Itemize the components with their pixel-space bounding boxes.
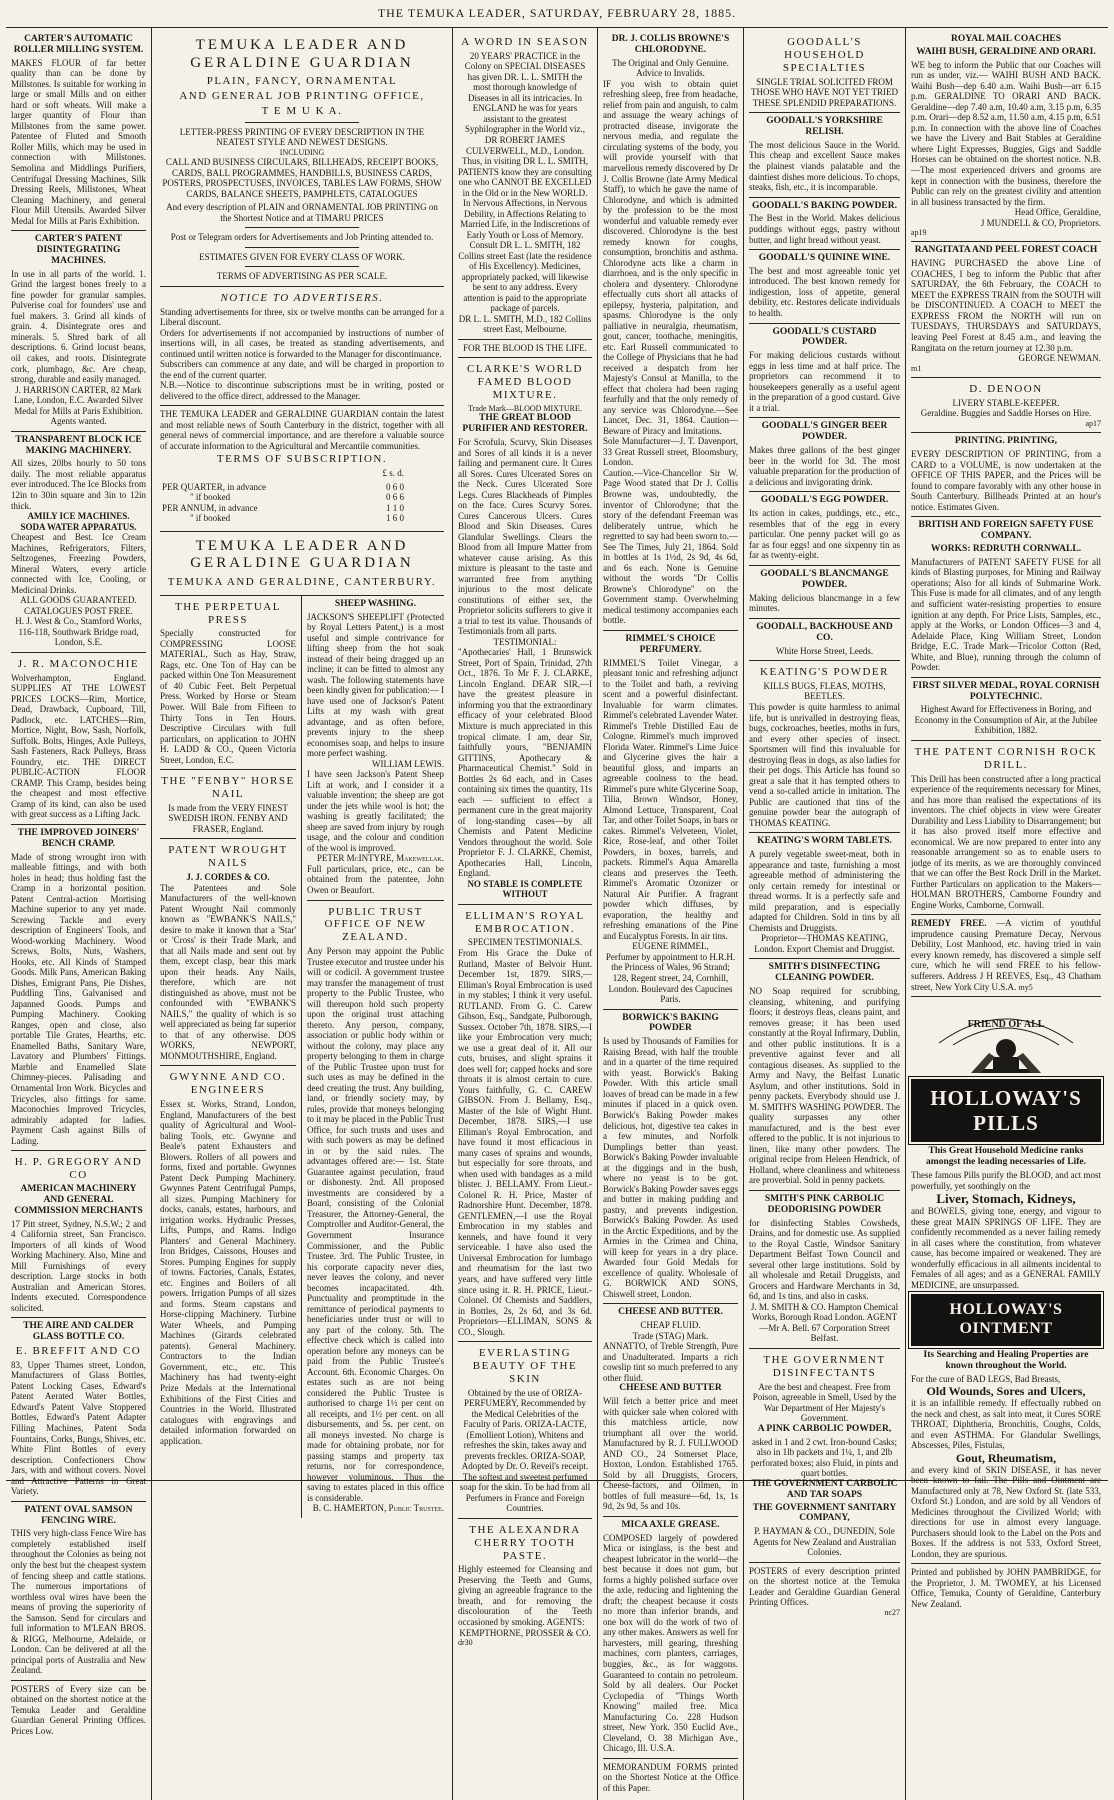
ad-signature: H. J. West & Co., Stamford Works, 116-118, Southwark Bridge road, London, S.E. <box>15 616 142 648</box>
ad-smith-cleaning <box>749 959 900 1191</box>
subscription-terms <box>160 406 444 532</box>
divider <box>245 122 359 123</box>
ad-body: Specially constructed for COMPRESSING LOOSE MATERIAL, Such as Hay, Straw, Rags, etc. One Ton of Hay can be packed within One Ton Measurement of 40 Cubic Feet. Belt Perpetual Press. Worked by Horse or Steam Power. Will Bale from Fifteen to Thirty Tons in Ten Hours. Descriptive Circulars with full particulars, on application to JOHN H. LADD & CO., Queen Victoria Street, London, E.C. <box>160 628 296 765</box>
masthead-title: THE TEMUKA LEADER, SATURDAY, FEBRUARY 28, 1885. <box>377 6 737 20</box>
ad-body: and BOWELS, giving tone, energy, and vigour to these great MAIN SPRINGS OF LIFE. They are confidently recommended as a never failing remedy in all cases where the constitution, from whatever cause, has become impaired or weakened. They are wonderfully efficacious in all ailments incidental to Females of all ages; and as a GENERAL FAMILY MEDICINE, are unsurpassed. <box>911 1206 1101 1290</box>
ad-heading: RANGITATA AND PEEL FOREST COACH <box>914 245 1098 256</box>
ad-heading: A WORD IN SEASON <box>461 36 589 48</box>
ad-posters-2 <box>749 1563 900 1621</box>
ad-heading: KEATING'S WORM TABLETS. <box>757 836 892 847</box>
ad-signature: EUGENE RIMMEL, <box>632 941 709 952</box>
ad-body: Full particulars, price, etc., can be obtained from the patentee, John Owen or Beaufort. <box>307 863 444 895</box>
ad-body: 17 Pitt street, Sydney, N.S.W.; 2 and 4 California street, San Francisco. Importers of all kinds of Wood Working Machinery. Also, Mine and Mill Furnishings of every description. Large stocks in both Australian and American Stores. Indents executed. Correspondence solicited. <box>11 1218 146 1313</box>
ad-heading: THE "FENBY" HORSE NAIL <box>161 775 295 800</box>
ad-heading: ROYAL MAIL COACHES <box>951 34 1061 44</box>
notice-to-advertisers <box>160 287 444 407</box>
ad-subheading: LIVERY STABLE-KEEPER. <box>952 397 1060 408</box>
divider <box>245 247 359 248</box>
column-1 <box>6 28 152 1800</box>
ad-rangitata-coach <box>911 242 1101 377</box>
ad-heading: BRITISH AND FOREIGN SAFETY FUSE COMPANY. <box>918 520 1094 542</box>
ad-body: HAVING PURCHASED the above Line of COACHES, I beg to inform the Public that after SATURDAY, the 6th February, the COACH to MEET the EXPRESS TRAIN from the SOUTH will be DISCONTINUED. A COACH to MEET the EXPRESS FROM the NORTH will run on TUESDAYS, THURSDAYS and SATURDAYS, leaving Peel Forest at 8.45 a.m., and leaving the Rangitata on the return journey at 12.30 p.m. <box>911 258 1101 353</box>
ad-subheading: NO STABLE IS COMPLETE WITHOUT <box>467 878 583 900</box>
column-6 <box>906 28 1106 1800</box>
ad-job-printing <box>160 31 444 287</box>
ad-body: This Drill has been constructed after a long practical experience of the requirements necessary for Mines, and has more than realised the expectations of its inventors. The chief objects in view were Greater Durability and Less Liability to Disarrangement; but it has also proved itself more effective and economical. We are now prepared to enter into any reasonable arrangement so as to enable users to judge of its merits, as we are thoroughly convinced that we can offer the Best Rock Drill in the Market. Further Particulars on application to the Makers—HOLMAN BROTHERS, Camborne Foundry and Engine Works, Camborne, Cornwall. <box>911 773 1101 910</box>
ad-body: Manufacturers of PATENT SAFETY FUSE for all kinds of Blasting purposes, for Mining and Railway operations; Also for all kinds of Submarine Work. This Fuse is made for all climates, and of any length and sufficient water-resisting properties to ensure ignition at any depth. For Price Lists, Samples, etc., apply at the Works, or London Offices—3 and 4, Adelaide Place, King William Street, London Bridge, E.C. Trade Mark—Tricolor Cotton (Red, White, and Blue), running through the column of Powder. <box>911 556 1101 673</box>
ad-borwick <box>603 1010 738 1305</box>
ad-signature: Proprietor—THOMAS KEATING, London. Export Chemist and Druggist. <box>754 933 895 954</box>
ad-government-disinfectants <box>749 1349 900 1563</box>
ad-heading: PATENT OVAL SAMSON FENCING WIRE. <box>24 1504 133 1526</box>
ad-bench-cramp <box>11 825 146 1151</box>
ad-body: Is made from the VERY FINEST SWEDISH IRON. FENBY AND FRASER, England. <box>168 802 288 834</box>
ad-body: COMPOSED largely of powdered Mica or isinglass, is the best and cheapest lubricator in the world—the best because it does not gum, but forms a highly polished surface over the axle, reducing and lightening the draft; the cheapest because it costs no more than inferior brands, and one box will do the work of two of any other makes. Answers as well for harvesters, mill gearing, threshing machines, corn planters, carriages, buggies, &c., as for waggons. Guaranteed to contain no petroleum. Sold by all dealers. Our Pocket Cyclopedia of "Things Worth Knowing" mailed free. Mica Manufacturing Co. 228 Hudson street, New York. 350 Euclid Ave., Cleveland, O. 38 Michigan Ave., Chicago, Ill. U.S.A. <box>603 1532 738 1754</box>
ad-subheading: SPECIMEN TESTIMONIALS. <box>467 937 583 948</box>
ad-heading: GOODALL'S GINGER BEER POWDER. <box>761 421 888 443</box>
divider <box>245 266 359 267</box>
table-row <box>160 492 444 503</box>
ad-signature: B. C. HAMERTON, Public Trustee. <box>312 1503 444 1514</box>
ad-subheading: THE GOVERNMENT CARBOLIC AND TAR SOAPS <box>751 1478 898 1500</box>
ad-chlorodyne <box>603 31 738 631</box>
ad-body: Made of strong wrought iron with malleable fittings, and with both holes in head; thus holding fast the Cramp in a horizontal position. Patent Central-action Mortising Machine superior to any yet made. Screwing Tackle and every description of Engineers' Tools, and Wood-working Machinery. Wood Screws, Bolts, Nuts, Washers, Hooks, etc. All Kinds of Stamped Goods. Milk Pans, American Baking Dishes, Emigrant Pans, Pie Dishes, Puddling Tins, Galvanised and Japanned Goods. Pumps and Pumping Machinery. Cooking Ranges, open and close, also portable Tile Grates, Hearths, etc. Enamelled Baths, Sanitary Ware, Lavatory and Plumbers' Fittings. Marble and Enamelled Slate Chimney-pieces. Palisading and Ornamental Iron Work. Bicycles and Tricycles, also fittings for same. Maconochies Improved Tricycles, admirably adapted for ladies. Payment Cash against Bills of Lading. <box>11 851 146 1146</box>
trade-mark: Trade (STAG) Mark. <box>632 1330 709 1341</box>
ad-body: A purely vegetable sweet-meat, both in appearance and taste, furnishing a most agreeable method of administering the only certain remedy for intestinal or thread worms. It is a perfectly safe and mild preparation, and is especially adapted for Children. Sold in tins by all Chemists and Druggists. <box>749 849 900 933</box>
ad-body: Geraldine. Buggies and Saddle Horses on Hire. <box>920 408 1092 419</box>
ad-heading: THE PERPETUAL PRESS <box>175 600 281 626</box>
ad-body: And every description of PLAIN and ORNAMENTAL JOB PRINTING on the Shortest Notice and at TIMARU PRICES <box>166 202 438 223</box>
ad-goodall-baking <box>749 198 900 250</box>
table-row <box>160 503 444 514</box>
ad-heading: ELLIMAN'S ROYAL EMBROCATION. <box>465 909 585 935</box>
ad-body: MEMORANDUM FORMS printed on the Shortest Notice at the Office of this Paper. <box>603 1761 738 1793</box>
ad-body: RIMMEL'S Toilet Vinegar, a pleasant tonic and refreshing adjunct to the Toilet and bath, a reviving scent and a powerful disinfectant. Invaluable for warm climates. Rimmel's celebrated Lavender Water. Rimmel's Treble Distilled Eau de Cologne. Rimmel's much improved Florida Water. Rimmel's Lime Juice and Glycerine gives the hair a beautiful gloss, and imparts an agreeable coolness to the head. Rimmel's pure white Glycerine Soap, Tilia, Brown Windsor, Honey, Almond Lettuce, Transparent, Coal Tar, and other Toilet Soaps, in bars or cakes. Rimmel's Velveteen, Violet, Rice, Rose-leaf, and other Toilet Powders, in boxes, barrels, and packets. Rimmel's Aqua Amarella cleans and preserves the Teeth. Rimmel's Aromatic Ozonizer or Natural Air Purifier. A fragrant powder which diffuses, by evaporation, the healthy and refreshing emanations of the Pine and Eucalyptus Forests. In air tins. <box>603 657 738 941</box>
ad-keating-powder <box>749 661 900 833</box>
ad-heading: TRANSPARENT BLOCK ICE MAKING MACHINERY. <box>15 434 142 456</box>
masthead <box>6 6 1108 28</box>
ad-ref: nc27 <box>884 1607 900 1617</box>
column-2-split <box>160 596 444 1518</box>
ad-subheading: SODA WATER APPARATUS. <box>20 521 137 532</box>
ad-gwynne <box>160 1066 296 1450</box>
ad-body: The most delicious Sauce in the World. This cheap and excellent Sauce makes the plainest viands palatable and the daintiest dishes more delicious. To chops, steaks, fish, etc., it is incomparable. <box>749 139 900 193</box>
ad-goodall-egg <box>749 492 900 566</box>
ad-signature: PETER McINTYRE, Makewellak. <box>316 853 444 864</box>
holloway-ointment-banner: HOLLOWAY'S OINTMENT <box>911 1294 1101 1345</box>
ad-goodall-blancmange <box>749 566 900 619</box>
ad-body: THIS very high-class Fence Wire has completely established itself throughout the Colonies as being not only the best but the cheapest system of fencing sheep and cattle stations. The numerous importations of worthless oval wires have been the means of proving the superiority of the Samson. Send for circulars and full information to M'LEAN BROS. & RIGG, Melbourne, Adelaide, or London. Can be delivered at all the principal ports of Australia and New Zealand. <box>11 1528 146 1676</box>
ad-subheading: CHEESE AND BUTTER <box>619 1383 722 1394</box>
ad-body: I have seen Jackson's Patent Sheep Lift at work, and I consider it a valuable invention; the sheep are got under the jets while wool is hot; the washing is greatly facilitated; the sheep are saved from injury by rough usage, and the colour and condition of the wool is improved. <box>307 769 444 853</box>
ad-subheading: THE GREAT BLOOD PURIFIER AND RESTORER. <box>462 413 588 435</box>
ad-heading: SMITH'S DISINFECTING CLEANING POWDER. <box>768 962 881 984</box>
ad-body: Is used by Thousands of Families for Raising Bread, with half the trouble and in a quarter of the time required with yeast. Borwick's Baking Powder. With this article small loaves of bread can be made in a few minutes if placed in a quick oven. Borwick's Baking Powder makes delicious, hot, digestive tea cakes in a few minutes, and Norfolk Dumplings better than yeast. Borwick's Baking Powder invaluable at the diggings and in the bush, where no yeast is to be got. Borwick's Baking Powder saves eggs and butter in making pudding and pastry, and prevents indigestion. Borwick's Baking Powder. As used in the Arctic Expeditions, and by the Armies in the Crimea and China, will keep for years in a dry place. Awarded four Gold Medals for excellence of quality. Wholesale of G. BORWICK AND SONS, Chiswell street, London. <box>603 1036 738 1299</box>
ad-heading: CLARKE'S WORLD FAMED BLOOD MIXTURE. <box>467 363 583 402</box>
ad-body: NO Soap required for scrubbing, cleansing, whitening, and purifying floors; it destroys fleas, cleans paint, and removes grease; it has been used constantly at the Royal Infirmary, Dublin, and other public institutions. It is a preventive against fever and all contagious diseases. As supplied to the Army and Navy, the Belfast Lunatic Asylum, and other institutions. Sold in penny packets. Everybody should use J. M. SMITH'S WASHING POWDER. The quality surpasses any other manufactured, and is the best ever offered to the public. It is not injurious to linen, like many other powders. The original recipe from Heleen Hendrick, of Holland, where cleanliness and whiteness are proverbial. Sold in penny packets. <box>749 986 900 1186</box>
ad-subheading: CATALOGUES POST FREE. <box>24 605 133 616</box>
ad-elliman <box>458 905 592 1342</box>
ad-subheading: Its Searching and Healing Properties are known throughout the World. <box>923 1349 1089 1371</box>
ad-royal-mail <box>911 31 1101 242</box>
ad-goodall-ginger <box>749 418 900 492</box>
ad-body: For the cure of BAD LEGS, Bad Breasts, <box>911 1373 1061 1384</box>
page-columns <box>6 28 1108 1793</box>
ad-signature: J. HARRISON CARTER, 82 Mark Lane, London, E.C. Awarded Silver Medal for Mills at Paris Exhibition. Agents wanted. <box>14 384 143 427</box>
ad-heading: PUBLIC TRUST OFFICE OF NEW ZEALAND. <box>324 905 427 944</box>
ad-body: For making delicious custards without eggs in less time and at half price. The proprietors can recommend it to housekeepers generally as a useful agent in the preparation of a good custard. Give it a trial. <box>749 350 900 413</box>
holloway-pills-banner: HOLLOWAY'S PILLS <box>911 1079 1101 1142</box>
ad-goodall-relish <box>749 113 900 197</box>
ad-text: —A victim of youthful imprudence causing Premature Decay, Nervous Debility, Lost Manhood, etc. having tried in vain every known remedy, has discovered a simple self cure, which he will send FREE to his fellow-sufferers. Address J H REEVES, Esq., 43 Chatham street, New York City U.S.A. <box>911 918 1102 992</box>
ad-body: Are the best and cheapest. Free from Poison, agreeable in Smell, Used by the War Department of Her Majesty's Government. <box>752 1381 897 1424</box>
ad-signature: J MUNDELL & CO, Proprietors. <box>980 217 1101 228</box>
ad-posters <box>11 1681 146 1741</box>
ad-ref: ap17 <box>1085 418 1101 428</box>
ad-signature: KEMPTHORNE, PROSSER & CO. <box>459 1627 591 1638</box>
britannia-emblem-icon <box>931 1003 1081 1075</box>
ad-body: ANNATTO, of Treble Strength, Pure and Unadulterated. Imparts a rich cowslip tint so much preferred to any other fluid. <box>603 1341 738 1383</box>
ad-body: From His Grace the Duke of Rutland, Master of Belvoir Hunt. December 1st, 1879. SIRS,—Elliman's Royal Embrocation is used in my stables; I think it very useful. RUTLAND. From G. C. Carew Gibson, Esq., Sandgate, Pulborough, Sussex. October 7th, 1878. SIRS,—I like your Embrocation very much; we use a great deal of it. All our cuts, bruises, and slight sprains it does well for; capped hocks and sore throats it is almost certain to cure. Yours faithfully, G. C. CAREW GIBSON. From J. Bellamy, Esq., Master of the Isle of Wight Hunt. December, 1878. SIRS,—I use Elliman's Royal Embrocation, and have found it most efficacious in many cases of sprains and wounds, but especially for sore throats, and when used with bandages as a mild blister. J. BELLAMY. From Lieut.-Colonel R. H. Price, Master of Radnorshire Hunt. December, 1878. GENTLEMEN,—I use the Royal Embrocation in my stables and kennels, and have found it very serviceable. I have also used the Universal Embrocation for lumbago and rheumatism for the last two years, and have suffered very little since using it. R. H. PRICE, Lieut.-Colonel. Of Chemists and Saddlers, in Bottles, 2s, 2s 6d, and 3s 6d. Proprietors—ELLIMAN, SONS & CO., Slough. <box>458 948 592 1337</box>
column-2-left <box>160 596 302 1518</box>
ad-subheading: WORKS: REDRUTH CORNWALL. <box>930 544 1082 554</box>
trade-mark: Trade Mark—BLOOD MIXTURE. <box>468 403 582 413</box>
ad-body: Standing advertisements for three, six or twelve months can be arranged for a Liberal discount. <box>160 306 444 328</box>
ad-body: Making delicious blancmange in a few minutes. <box>749 592 900 614</box>
ad-body: Orders for advertisements if not accompanied by instructions of number of insertions will, in all cases, be treated as standing advertisements, and continued until written notice is forwarded to the Manager for discontinuance. <box>160 327 444 359</box>
ad-subheading: This Great Household Medicine ranks amongst the leading necessaries of Life. <box>926 1146 1086 1168</box>
ad-body: Wolverhampton, England. SUPPLIES AT THE LOWEST PRICES LOCKS—Rim, Mortice, Dead, Drawback, Cupboard, Till, Padlock, etc. LATCHES—Rim, Mortice, Night, Bow, Sash, Norfolk, Suffolk. Bolts, Hinges, Axle Pulleys, Sash Fasteners, Rack Pulleys, Brass Foundry, etc. THE DIRECT PUBLIC-ACTION FLOOR CRAMP. This Cramp, besides being the cheapest and most effective Cramp of its kind, can also be used with great success as a Lifting Jack. <box>11 672 146 820</box>
ad-heading: J. R. MACONOCHIE <box>17 657 140 670</box>
ad-heading: PATENT WROUGHT NAILS <box>168 844 288 870</box>
ad-body: This powder is quite harmless to animal life, but is unrivalled in destroying fleas, bugs, cockroaches, beetles, moths in furs, and every other species of insect. Sportsmen will find this invaluable for destroying fleas in dogs, as also ladies for their pet dogs. This Article has found so great a sale that it has tempted others to vend a so-called article in imitation. The Public are cautioned that tins of the genuine powder bear the autograph of THOMAS KEATING. <box>749 701 900 828</box>
ad-body: "Apothecaries' Hall, 1 Brunswick Street, Port of Spain, Trinidad, 27th Oct., 1876. To Mr F. J. CLARKE, Lincoln England. DEAR SIR,—I have the greatest pleasure in informing you that the extraordinary efficacy of your celebrated Blood Mixture is much appreciated in this tropical climate. I am, dear Sir, faithfully yours, "BENJAMIN GITTINS, Apothecary & Pharmaceutical Chemist." Sold in Bottles 2s 6d each, and in Cases containing six times the quantity, 11s each — sufficient to effect a permanent cure in the great majority of long-standing cases—by all Chemists and Patent Medicine Vendors throughout the world. Sole Proprietor F. J. CLARKE, Chemist, Apothecaries Hall, Lincoln, England. <box>458 647 592 879</box>
ad-safety-fuse <box>911 517 1101 677</box>
ad-signature: J. M. SMITH & CO. Hampton Chemical Works, Borough Road London. AGENT—Mr A. Bell. 67 Corporation Street Belfast. <box>750 1301 899 1344</box>
emblem-banner: FRIEND OF ALL <box>967 1019 1045 1031</box>
ad-signature: WILLIAM LEWIS. <box>372 758 444 769</box>
ad-body: POSTERS of Every size can be obtained on the shortest notice at the Temuka Leader and Geraldine Guardian General Printing Offices. Prices Low. <box>11 1683 146 1736</box>
ad-perpetual-press <box>160 596 296 770</box>
ad-ref: ap19 <box>911 228 927 238</box>
table-cell: " if booked <box>190 513 231 524</box>
ad-heading: GOODALL'S EGG POWDER. <box>760 495 889 506</box>
ad-heading: REMEDY FREE. <box>911 918 987 929</box>
ad-subheading: The Original and Only Genuine. <box>612 57 729 68</box>
ad-signature: DR L. L. SMITH, M.D., 182 Collins street East, Melbourne. <box>458 313 592 335</box>
ad-tooth-paste <box>458 1519 592 1652</box>
table-cell: 1 6 0 <box>386 513 404 524</box>
ad-body: POSTERS of every description printed on the shortest notice at the Temuka Leader and Geraldine Guardian General Printing Offices. <box>749 1565 900 1608</box>
ad-heading: SMITH'S PINK CARBOLIC DEODORISING POWDER <box>764 1193 885 1215</box>
ad-heading: GOODALL'S CUSTARD POWDER. <box>772 326 877 348</box>
table-cell: " if booked <box>190 492 231 503</box>
ad-body: LETTER-PRESS PRINTING OF EVERY DESCRIPTION IN THE NEATEST STYLE AND NEWEST DESIGNS. <box>179 126 425 148</box>
ad-body: IF you wish to obtain quiet refreshing sleep, free from headache, relief from pain and anguish, to calm and assuage the weary achings of protracted disease, invigorate the nervous media, and regulate the circulating systems of the body, you will provide yourself with that marvellous remedy discovered by Dr J. Collis Browne (late Army Medical Staff), to which he gave the name of Chlorodyne, and which is admitted by the profession to be the most wonderful and valuable remedy ever discovered. Chlorodyne is the best remedy known for coughs, consumption, bronchitis and asthma. Chlorodyne acts like a charm in diarrhoea, and is the only specific in cholera and dysentery. Chlorodyne effectually cuts short all attacks of epilepsy, hysteria, palpitation, and spasms. Chlorodyne is the only palliative in neuralgia, rheumatism, gout, cancer, toothache, meningitis, etc. Earl Russell communicated to the College of Physicians that he had received a despatch from her Majesty's Consul at Manilla, to the effect that cholera had been raging fearfully and that the only remedy of any service was Chlorodyne.—See Lancet, Dec. 31, 1864. Caution—Beware of Piracy and Imitations. <box>603 78 738 436</box>
ad-body: Caution.—Vice-Chancellor Sir W. Page Wood stated that Dr J. Collis Browne was, undoubtedly, the inventor of Chlorodyne; that the story of the defendant Freeman was deliberately untrue, which he regretted to say had been sworn to.—See The Times, July 21, 1864. Sold in bottles at 1s 1½d, 2s 9d, 4s 6d, and 6s each. None is Genuine without the words "Dr Collis Browne's Chlorodyne" on the Government stamp. Overwhelming medical testimony accompanies each bottle. <box>603 467 738 626</box>
column-5 <box>744 28 906 1800</box>
ad-subheading: WAIHI BUSH, GERALDINE AND ORARI. <box>916 46 1096 57</box>
ad-subheading: AMILY ICE MACHINES. <box>27 511 130 522</box>
ad-heading: GWYNNE AND CO. ENGINEERS <box>169 1071 287 1097</box>
ad-subheading: AMERICAN MACHINERY AND GENERAL COMMISSION MERCHANTS <box>14 1183 143 1216</box>
column-4 <box>598 28 744 1800</box>
ad-heading: CHEESE AND BUTTER. <box>618 1307 723 1318</box>
ad-heading: THE GOVERNMENT DISINFECTANTS <box>763 1353 886 1379</box>
ad-goodall-backhouse <box>749 619 900 661</box>
column-2-right <box>302 596 444 1518</box>
ad-body: WE beg to inform the Public that our Coaches will run as under, viz.— WAIHI BUSH AND BACK. Waihi Bush—dep 6.40 a.m. Waihi Bush—arr 6.15 p.m. GERALDINE TO ORARI AND BACK. Geraldine—dep 7.40 a.m, 10.40 a.m, 3.15 p.m, 6.35 p.m. Orari—dep 8.52 a.m, 11.50 a.m, 4.15 p.m, 6.51 p.m. In connection with the above line of Coaches we have the Livery and Bait Stables at Geraldine where Light Expresses, Buggies, Gigs and Saddle Horses can be obtained on the shortest notice. N.B.—The most experienced drivers and grooms are kept in connection with the business, therefore the Public can rely on the greatest civility and attention in all business transacted by the firm. <box>911 59 1101 207</box>
ad-subheading: J. J. CORDES & CO. <box>186 872 270 883</box>
ad-body: The Patentees and Sole Manufacturers of the well-known Patent Wrought Nail commonly known as "EWBANK'S NAILS," desire to make it known that a 'Star' or 'Cross' is their Trade Mark, and that all Nails made and sent out by them, except clasp, bear this mark upon their heads. Any Nails, therefore, which are not distinguished as above, must not be confounded with "EWBANK'S NAILS," the quality of which is so well appreciated as being far superior to that of any otherwise. DOS WORKS, NEWPORT, MONMOUTHSHIRE, England. <box>160 882 296 1061</box>
ad-printing <box>911 433 1101 517</box>
ad-body: In use in all parts of the world. 1. Grind the largest bones freely to a fine powder for granular samples. Pulverise coal for founders' use and fuel makers. 3. Grind all kinds of grain. 4. Disintegrate ores and minerals. 5. Shred bark of all descriptions. 6. Grind locust beans, oil cakes, and roots. Disintegrate cork, plumbago, &c. Are cheap, strong, durable and easily managed. <box>11 268 146 385</box>
ad-body: The best and most agreeable tonic yet introduced. The best known remedy for indigestion, loss of appetite, general debility, etc. Restores delicate individuals to health. <box>749 265 900 318</box>
ad-annatto <box>603 1304 738 1517</box>
ad-dr-smith <box>458 31 592 340</box>
ad-heading: THE AIRE AND CALDER GLASS BOTTLE CO. <box>23 1321 134 1343</box>
ad-carter-disintegrating <box>11 231 146 432</box>
ad-remedy-free <box>911 915 1101 997</box>
ad-sheep-washing <box>307 596 444 901</box>
ad-fenby-nail <box>160 770 296 839</box>
ad-body: All sizes, 20lbs hourly to 50 tons daily. The most reliable apparatus ever introduced. The Ice Blocks from 12in to 30in square and 3in to 12in thick. <box>11 458 146 511</box>
currency-header: £ s. d. <box>382 468 404 479</box>
ad-body: TERMS OF ADVERTISING AS PER SCALE. <box>216 271 388 282</box>
column-2 <box>152 28 453 1800</box>
ad-heading: GOODALL, BACKHOUSE AND CO. <box>756 621 893 643</box>
ad-heading: FOR THE BLOOD IS THE LIFE. <box>463 342 587 353</box>
ad-gregory <box>11 1151 146 1318</box>
ad-body: Essex st. Works, Strand, London, England, Manufacturers of the best quality of Agricultural and Wool-baling Tools, etc. Gwynne and Beale's patent Exhausters and Blowers. Rollers of all powers and forms, fixed and portable. Gwynnes Patent Deck Pumping Machinery. Gwynnes Patent Centrifugal Pumps, all sizes. Pumping Machinery for docks, canals, estates, harbours, and irrigation works. Hydraulic Presses, Lifts, Pumps, and Rams. Indigo Planters' and General Machinery. Iron Bridges, Caissons, Houses and Stores. Pumping Engines for supply of towns. Factories, Canals, Estates, etc. Engines and Boilers of all powers. Irrigation Pumps of all sizes and forms. Steam capstans and Horse-clipping Machinery. Turbine Water Wheels, and Pumping Machines (Girards celebrated patents). General Machinery. Contractors to the Indian Government, etc., etc. This Machinery has had twenty-eight Prize Medals at the International Exhibitions of the First Cities and Countries in the World. Illustrated catalogues with engravings and detailed information forwarded on application. <box>160 1099 296 1446</box>
ad-signature: Head Office, Geraldine, <box>1014 207 1101 218</box>
ad-subheading: A PINK CARBOLIC POWDER, <box>757 1423 892 1434</box>
ad-body: Sole Manufacturer—J. T. Davenport, 33 Great Russell street, Bloomsbury, London. <box>603 436 738 468</box>
ad-body: 83, Upper Thames street, London, Manufacturers of Glass Bottles, Patent Locking Cases, Edward's Patent Aerated Water Bottles, Edward's Patent Valve Stoppered Bottles, Edward's Patent Adapter Filling Machines, Patent Soda Fountains, Corks, Bungs, Shives, etc. White Flint Bottles of every description. Confectioners Chow Jars, with and without covers. Novel and Attractive Patterns in Great Variety. <box>11 1359 146 1497</box>
ad-mica-grease <box>603 1517 738 1759</box>
ad-memorandum <box>603 1759 738 1798</box>
ad-goodall-custard <box>749 324 900 419</box>
table-cell: PER ANNUM, in advance <box>162 502 258 513</box>
ad-subheading: E. BREFFIT AND CO <box>15 1345 142 1358</box>
ad-subheading: PLAIN, FANCY, ORNAMENTAL <box>206 75 398 88</box>
ad-heading: DR. J. COLLIS BROWNE'S CHLORODYNE. <box>611 34 730 55</box>
ad-subheading: KILLS BUGS, FLEAS, MOTHS, BEETLES. <box>763 680 886 702</box>
ad-subheading: ALL GOODS GUARANTEED. <box>20 595 137 606</box>
ad-smith-carbolic <box>749 1191 900 1349</box>
ad-keating-worm <box>749 833 900 959</box>
ad-ref: dr30 <box>458 1638 473 1648</box>
ad-body: White Horse Street, Leeds. <box>775 645 874 656</box>
ad-heading: D. DENOON <box>969 382 1043 395</box>
ad-subheading: T E M U K A. <box>261 104 343 117</box>
ad-body: and every kind of SKIN DISEASE, it has never been known to fail. The Pills and Ointment are Manufactured only at 78, New Oxford St. (late 533, Oxford St.) London, and are sold by all Vendors of Medicines throughout the Civilized World; with directions for use in almost every language. Purchasers should look to the Label on the Pots and Boxes. If the address is not 533, Oxford Street, London, they are spurious. <box>911 1464 1101 1559</box>
ad-heading: SHEEP WASHING. <box>334 598 417 609</box>
ad-subheading: Advice to Invalids. <box>636 68 705 79</box>
table-cell: 1 1 0 <box>386 502 404 513</box>
ad-display-line: Gout, Rheumatism, <box>955 1450 1057 1465</box>
ad-heading: THE PATENT CORNISH ROCK DRILL. <box>914 745 1098 771</box>
ad-signature: GEORGE NEWMAN. <box>1018 353 1101 364</box>
ad-masthead-geraldine <box>160 532 444 596</box>
ad-body <box>911 918 1101 992</box>
table-row <box>160 513 444 524</box>
ad-body: Its action in cakes, puddings, etc., etc., resembles that of the egg in every particular. One penny packet will go as far as four eggs! and one sixpenny tin as far as twenty-eight. <box>749 508 900 561</box>
ad-maconochie <box>11 653 146 825</box>
ad-body: MAKES FLOUR of far better quality than can be done by Millstones. Is suitable for working in large or small Mills and on either hard or soft wheats. Will make a larger quantity of Flour than Millstones from the same power. Patentee of Fluted and Smooth Roller Mills, which may be used in connection with Millstones. Semolina and Middlings Purifiers, Centrifugal Dressing Machines, Silk Dressing Reels, Millstones, Wheat Cleaning Machinery, and general Flour Mill Utensils. Awarded Silver Medal for Mills at Paris Exhibition. <box>11 57 146 226</box>
ad-heading: GOODALL'S YORKSHIRE RELISH. <box>766 116 883 138</box>
ad-silver-medal <box>911 678 1101 741</box>
ad-list: CALL AND BUSINESS CIRCULARS, BILLHEADS, RECEIPT BOOKS, CARDS, BALL PROGRAMMES, HANDBILLS, BUSINESS CARDS, POSTERS, PROSPECTUSES, INVOICES, TABLES LAW FORMS, SHOW CARDS, BALANCE SHEETS, PAMPHLETS, CATALOGUES <box>162 157 442 199</box>
ad-heading: RIMMEL'S CHOICE PERFUMERY. <box>625 633 716 655</box>
ad-heading: EVERLASTING BEAUTY OF THE SKIN <box>472 1347 578 1385</box>
ad-ref: my5 <box>1018 982 1033 992</box>
ad-body: Highly esteemed for Cleansing and Preserving the Teeth and Gums, giving an agreeable fragrance to the breath, and for removing the discolouration of the Teeth occasioned by smoking. AGENTS: <box>458 1564 592 1627</box>
ad-body: Perfumer by appointment to H.R.H. the Princess of Wales, 96 Strand; 128, Regent street, 24, Cornhill, London. Boulevard des Capucines Paris. <box>605 951 736 1005</box>
ad-heading: GOODALL'S QUININE WINE. <box>758 253 891 264</box>
ad-clarkes-blood-mixture <box>458 358 592 904</box>
ad-heading: TERMS OF SUBSCRIPTION. <box>216 453 388 466</box>
ad-body: Will fetch a better price and meet with quicker sale when colored with this matchless article, now triumphant all over the world. Manufactured by R. J. FULLWOOD AND CO., 24 Somerset Place, Hoxton, London. Established 1765. Sold by all Druggists, Grocers, Cheese-factors, and Oilmen, in bottles of full measure—6d, 1s, 1s 9d, 2s 9d, 5s and 10s. <box>603 1396 738 1512</box>
ad-heading: MICA AXLE GREASE. <box>621 1519 720 1530</box>
ad-heading: CARTER'S PATENT DISINTEGRATING MACHINES. <box>34 234 123 266</box>
ad-body: EVERY DESCRIPTION OF PRINTING, from a CARD to a VOLUME, is now undertaken at the OFFICE OF THIS PAPER, and the Prices will be found to compare favorably with any other house in South Canterbury. Billheads Printed at an hour's notice. Estimates Given. <box>911 449 1101 512</box>
ad-denoon <box>911 378 1101 433</box>
ad-body: Highest Award for Effectiveness in Boring, and Economy in the Consumption of Air, at the Jubilee Exhibition, 1882. <box>914 704 1098 736</box>
ad-body: P. HAYMAN & CO., DUNEDIN, Sole Agents for New Zealand and Australian Colonies. <box>752 1526 897 1558</box>
ad-subheading: CHEAP FLUID. <box>640 1320 701 1331</box>
ad-heading: PRINTING. PRINTING, <box>954 436 1058 447</box>
ad-heading: CARTER'S AUTOMATIC ROLLER MILLING SYSTEM. <box>13 34 144 55</box>
ad-goodall <box>749 31 900 113</box>
ad-body: The Best in the World. Makes delicious puddings without eggs, pastry without butter, and light bread without yeast. <box>749 213 900 245</box>
ad-body: N.B.—Notice to discontinue subscriptions must be in writing, posted or delivered to the office direct, addressed to the Manager. <box>160 380 444 401</box>
ad-body: Any Person may appoint the Public Trustee executor and trustee under his will or codicil. A government trustee may transfer the management of trust property to the Public Trustee, who will thereupon hold such property upon the original trust attaching thereto. Any person, company, association or public body within or without the colony, may place any property belonging to them in charge of the Public Trustee upon trust for such uses as may be defined in the deed creating the trust. Any building, land, or friendly society may, by rules, provide that moneys belonging to it may be placed in the Public Trust Office, for such trusts and uses and with such powers as may be defined in or by the said rules. The advantages offered are:— 1st. State Guarantee against peculation, fraud or dishonesty. 2nd. All proposed investments are considered by a Board, consisting of the Colonial Treasurer, the Attorney-General, the Comptroller and Auditor-General, the Government Insurance Commissioner, and the Public Trustee. 3rd. The Public Trustee, in his corporate capacity never dies, never leaves the colony, and never becomes incapacitated. 4th. Punctuality and promptitude in the remittance of periodical payments to beneficiaries under trust or will to any part of the colony. 5th. The effective check which is called into operation before any moneys can be paid from the Public Trustee's Account. 6th. Economic Charges. On estates such as are not being considered the Public Trustee is authorised to charge 1½ per cent on all receipts, and 1½ per cent. on all disbursements, and 5s. per cent. on all moneys invested. No charge is made for obtaining probate, nor for passing stamps and property tax returns, nor for correspondence, however voluminous. Thus the saving to estates placed in this office is considerable. <box>307 946 444 1503</box>
ad-subheading: THE GOVERNMENT SANITARY COMPANY, <box>752 1502 897 1524</box>
ad-display-line: Liver, Stomach, Kidneys, <box>936 1191 1076 1207</box>
table-cell: 0 6 0 <box>386 481 404 492</box>
ad-heading: TEMUKA LEADER AND GERALDINE GUARDIAN <box>190 37 414 71</box>
ad-heading: THE ALEXANDRA CHERRY TOOTH PASTE. <box>469 1523 581 1562</box>
ad-heading: KEATING'S POWDER <box>760 666 889 679</box>
ad-body: Cheapest and Best. Ice Cream Machines, Refrigerators, Filters, Seltzogenes, Freezing Powders, Mineral Waters, every article connected with Ice, Cooling, or Medicinal Drinks. <box>11 532 146 595</box>
ad-ref: m1 <box>911 363 922 373</box>
column-3 <box>453 28 598 1800</box>
ad-ice-machinery <box>11 432 146 653</box>
ad-body: Post or Telegram orders for Advertisements and Job Printing attended to. <box>170 232 434 243</box>
ad-oriza <box>458 1342 592 1519</box>
ad-carter-roller <box>11 31 146 231</box>
imprint <box>911 1564 1101 1613</box>
divider <box>245 227 359 228</box>
ad-body: it is an infallible remedy. If effectually rubbed on the neck and chest, as salt into meat, it Cures SORE THROAT, Diphtheria, Bronchitis, Coughs, Colds, and even ASTHMA. For Glandular Swellings, Abscesses, Piles, Fistulas, <box>911 1398 1101 1451</box>
ad-body: ESTIMATES GIVEN FOR EVERY CLASS OF WORK. <box>199 251 405 262</box>
table-row <box>160 482 444 493</box>
ad-body: for disinfecting Stables Cowsheds, Drains, and for domestic use. As supplied to the Royal Castle, Windsor Sanitary Department Belfast Town Council and several other large institutions. Sold by all wholesale and Retail Druggists, and Grocers and Hardware Merchants in 3d, 6d, and 1s tins, and also in casks. <box>749 1217 900 1302</box>
ad-heading: GOODALL'S BAKING POWDER. <box>752 200 897 211</box>
ad-fencing-wire <box>11 1502 146 1681</box>
ad-subheading: AND GENERAL JOB PRINTING OFFICE, <box>179 89 425 102</box>
ad-blood-life <box>458 340 592 359</box>
ad-glass-bottle <box>11 1318 146 1501</box>
ad-body: 20 YEARS' PRACTICE in the Colony on SPECIAL DISEASES has given DR. L. L. SMITH the most thorough knowledge of Diseases in all its intricacies. In ENGLAND he was for years assistant to the greatest Syphilographer in the World viz., DR ROBERT JAMES CULVERWELL, M.D., London. Thus, in visiting DR L. L. SMITH, PATIENTS know they are consulting one who CANNOT BE EXCELLED in the Old or in the New WORLD. In Nervous Affections, in Nervous Debility, in Affections Relating to Married Life, in the Indiscretions of Early Youth or Loss of Memory. Consult DR L. L. SMITH, 182 Collins street East (late the residence of His Excellency). Medicines, appropriately packed, will likewise be sent to any address. Every attention is paid to the appropriate package of parcels. <box>458 50 592 314</box>
table-cell: PER QUARTER, in advance <box>162 481 266 492</box>
ad-heading: TEMUKA LEADER AND GERALDINE GUARDIAN <box>190 537 414 572</box>
ad-body: JACKSON'S SHEEPLIFT (Protected by Royal Letters Patent,) is a most useful and simple contrivance for lifting sheep from the hot soak instead of their being dragged up an incline; it can be fitted to almost any wash. The following statements have been kindly given for publication:— I have used one of Jackson's Patent Lifts at my wash with great advantage, and as often before, prevents injury to the sheep economises soap, and helps to insure more perfect washing. <box>307 611 444 759</box>
ad-heading: NOTICE TO ADVERTISERS. <box>220 291 384 304</box>
ad-body: THE TEMUKA LEADER and GERALDINE GUARDIAN contain the latest and most reliable news of South Canterbury in the district, together with all general news of commercial importance, and are therefore a valuable source of accurate information to the Agricultural and Mercantile communities. <box>160 409 444 451</box>
ad-holloway <box>911 997 1101 1564</box>
ad-wrought-nails <box>160 839 296 1066</box>
table-cell: 0 6 6 <box>386 492 404 503</box>
ad-body: Obtained by the use of ORIZA-PERFUMERY, Recommended by the Medical Celebrities of the Faculty of Paris. ORIZA-LACTE, (Emollient Lotion), Whitens and refreshes the skin, takes away and prevents freckles. ORIZA-SOAP, Adopted by Dr. O. Reveil's receipt. The softest and sweetest perfumed soap for the skin. To be had from all Perfumers in France and Foreign Countries. <box>459 1387 591 1514</box>
ad-rimmel <box>603 631 738 1010</box>
subscription-table <box>160 482 444 524</box>
ad-subheading: TESTIMONIAL: <box>493 636 557 647</box>
ad-public-trust <box>307 901 444 1518</box>
ad-heading: GOODALL'S BLANCMANGE POWDER. <box>760 568 889 590</box>
ad-body: asked in 1 and 2 cwt. Iron-bound Casks; also in 1lb packets and 1¼, 1, and 2lb perforated boxes; also Fluid, in pints and quart bottles. <box>750 1436 899 1479</box>
ad-heading: GOODALL'S HOUSEHOLD SPECIALTIES <box>782 36 867 74</box>
ad-heading: FIRST SILVER MEDAL, ROYAL CORNISH POLYTECHNIC. <box>912 680 1100 702</box>
ad-heading: THE IMPROVED JOINERS' BENCH CRAMP. <box>17 827 140 849</box>
ad-heading: H. P. GREGORY AND CO <box>14 1156 143 1181</box>
ad-display-line: Old Wounds, Sores and Ulcers, <box>926 1384 1086 1399</box>
ad-subheading: SINGLE TRIAL SOLICITED FROM THOSE WHO HAVE NOT YET TRIED THESE SPLENDID PREPARATIONS. <box>750 76 899 108</box>
ad-body: Makes three gallons of the best ginger beer in the world for 3d. The most valuable preparation for the production of a delicious and invigorating drink. <box>749 445 900 487</box>
ad-body: These famous Pills purify the BLOOD, and act most powerfully, yet soothingly on the <box>911 1169 1101 1191</box>
ad-body: For Scrofula, Scurvy, Skin Diseases and Sores of all kinds it is a never failing and permanent cure. It Cures all Sores. Cures Ulcerated Sores on the Neck. Cures Ulcerated Sore Legs. Cures Blackheads of Pimples on the face. Cures Scurvy Sores. Cures Cancerous Ulcers. Cures Blood and Skin Diseases. Cures Glandular Swellings. Clears the Blood from all Impure Matter from whatever cause arising. As this mixture is pleasant to the taste and warranted free from anything injurious to the most delicate constitutions of either sex, the Proprietor solicits sufferers to give it a trial to test its value. Thousands of Testimonials from all parts. <box>458 437 592 637</box>
ad-heading: BORWICK'S BAKING POWDER <box>622 1012 719 1034</box>
ad-goodall-quinine <box>749 250 900 324</box>
ad-body: INCLUDING <box>279 147 325 157</box>
ad-subheading: TEMUKA AND GERALDINE, CANTERBURY. <box>167 575 437 588</box>
ad-body: Subscribers can commence at any date, and will be charged in proportion to the end of the current quarter. <box>160 359 444 380</box>
ad-rock-drill <box>911 741 1101 915</box>
imprint-text: Printed and published by JOHN PAMBRIDGE, for the Proprietor, J. M. TWOMEY, at his Licensed Office, Temuka, County of Geraldine, Canterbury New Zealand. <box>911 1567 1101 1609</box>
